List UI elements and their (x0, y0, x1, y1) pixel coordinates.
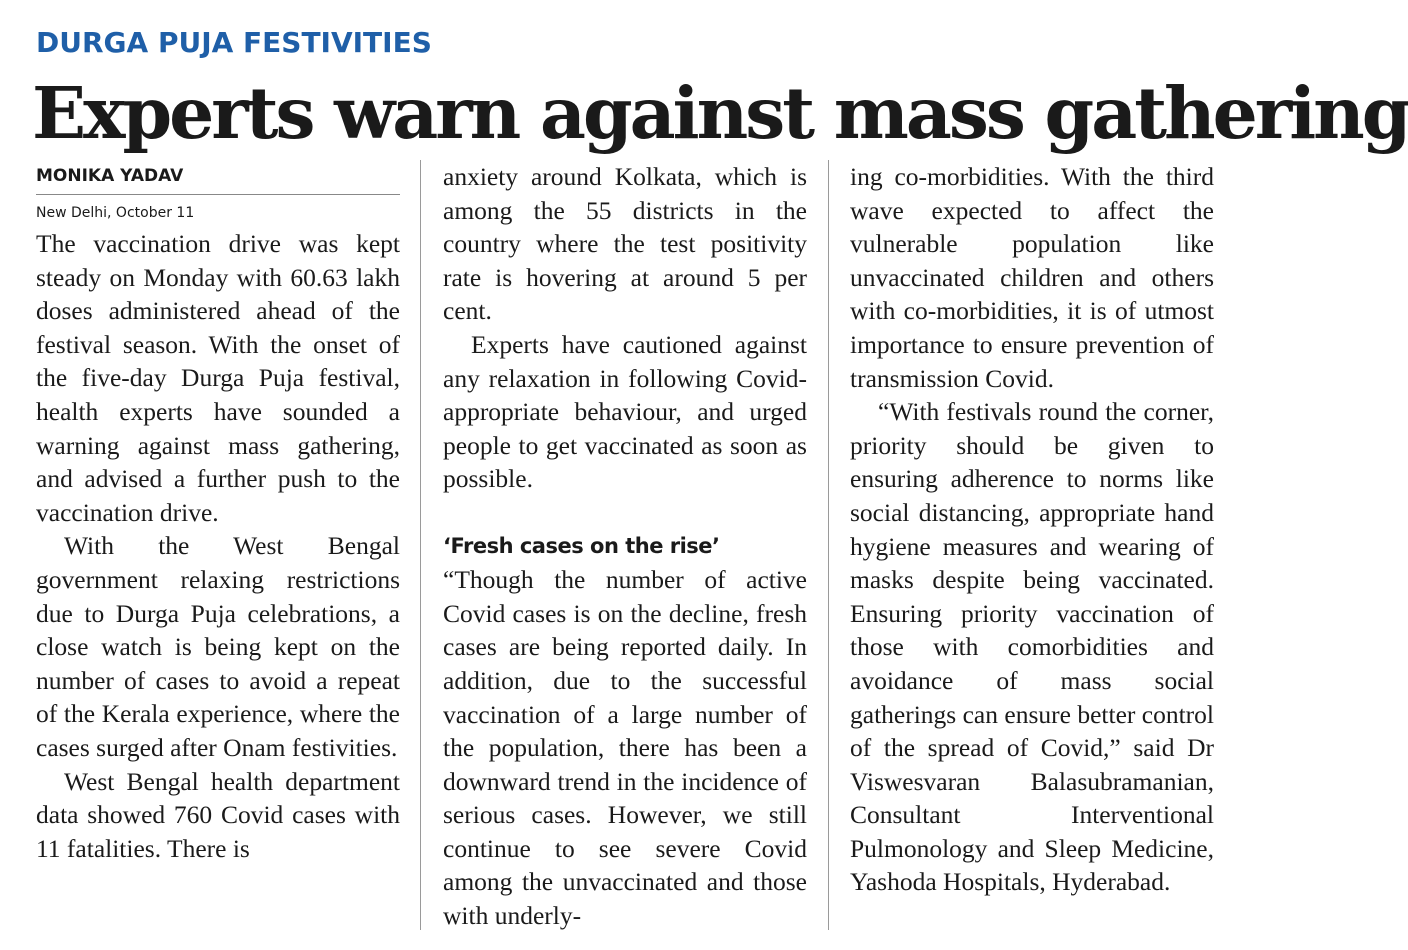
body-paragraph: The vaccination drive was kept steady on Monday with 60.63 lakh doses administered ahead of the festival season. With the onset of the five-day Durga Puja festival, health experts have sounded a warning against mass gathering, and advised a further push to the vaccination drive. (36, 229, 400, 527)
headline: Experts warn against mass gathering (32, 71, 1408, 155)
body-paragraph: “With festivals round the corner, priority should be given to ensuring adherence to norms like social distancing, appropriate hand hygiene measures and wearing of masks despite being vaccinated. Ensuring priority vaccination of those with comorbidities and avoidance of mass social gatherings can ensure better control of the spread of Covid,” said Dr Viswesvaran Balasubramanian, Consultant Interventional Pulmonology and Sleep Medicine, Yashoda Hospitals, Hyderabad. (850, 397, 1214, 897)
byline: MONIKA YADAV (36, 160, 400, 195)
body-paragraph: “Though the number of active Covid cases is on the decline, fresh cases are being reported daily. In addition, due to the successful vaccination of a large number of the population, there has been a downward trend in the incidence of serious cases. However, we still continue to see severe Covid among the unvaccinated and those with underly- (443, 565, 807, 931)
body-paragraph: anxiety around Kolkata, which is among the 55 districts in the country where the test positivity rate is hovering at around 5 per cent. (443, 162, 807, 326)
dateline: New Delhi, October 11 (36, 205, 195, 221)
body-paragraph: ing co-morbidities. With the third wave expected to affect the vulnerable population like unvaccinated children and others with co-morbidities, it is of utmost importance to ensure prevention of transmission Covid. (850, 162, 1214, 393)
column-divider (828, 160, 829, 930)
body-paragraph: Experts have cautioned against any relaxation in following Covid-appropriate behaviour, and urged people to get vaccinated as soon as possible. (443, 329, 807, 494)
article-column-2 (443, 160, 807, 933)
column-divider (420, 160, 421, 930)
subheading: ‘Fresh cases on the rise’ (443, 533, 720, 558)
body-paragraph: With the West Bengal government relaxing restrictions due to Durga Puja celebrations, a close watch is being kept on the number of cases to avoid a repeat of the Kerala experience, where the cases surged after Onam festivities. (36, 531, 400, 762)
body-paragraph: West Bengal health department data showed 760 Covid cases with 11 fatalities. There is (36, 766, 400, 863)
article-column-3 (850, 160, 1214, 899)
section-kicker: DURGA PUJA FESTIVITIES (36, 26, 432, 59)
article-column-1 (36, 160, 400, 865)
